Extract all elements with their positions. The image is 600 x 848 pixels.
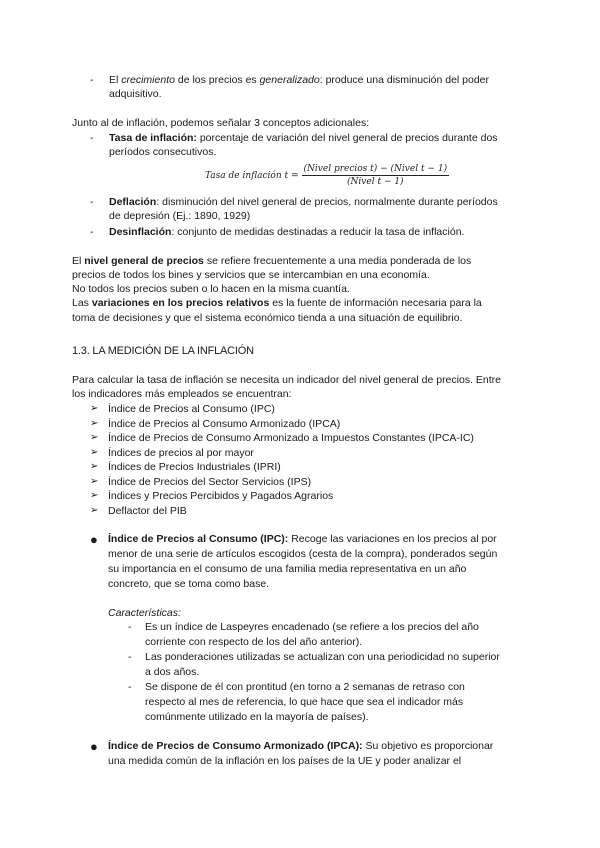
nivel-line-2: precios de todos los bines y servicios que se intercambian en una economía. bbox=[72, 269, 430, 281]
arrow-bullet-icon: ➢ bbox=[90, 447, 99, 458]
tasa-inflacion-line-1: Tasa de inflación: porcentaje de variación del nivel general de precios durante dos bbox=[109, 132, 498, 144]
characteristic-1-line-2: corriente con respecto de los del año anterior). bbox=[145, 636, 363, 648]
nivel-line-5: toma de decisiones y que el sistema económico tienda a una situación de equilibrio. bbox=[72, 312, 463, 324]
dash-marker: - bbox=[90, 196, 94, 208]
indicator-item: Índices y Precios Percibidos y Pagados Agrarios bbox=[108, 490, 334, 502]
characteristic-3-line-3: comúnmente utilizado en la mayoría de países). bbox=[145, 711, 369, 723]
top-item-line-2: adquisitivo. bbox=[109, 88, 162, 100]
concepts-intro: Junto al de inflación, podemos señalar 3 conceptos adicionales: bbox=[72, 117, 370, 129]
inflation-formula bbox=[205, 164, 449, 187]
ipc-line-1: Índice de Precios al Consumo (IPC): Recoge las variaciones en los precios al por bbox=[108, 533, 497, 545]
arrow-bullet-icon: ➢ bbox=[90, 461, 99, 472]
ipca-line-2: una medida común de la inflación en los países de la UE y poder analizar el bbox=[108, 755, 462, 767]
indicator-item: Deflactor del PIB bbox=[108, 505, 187, 517]
deflacion-line-1: Deflación: disminución del nivel general de precios, normalmente durante períodos bbox=[109, 196, 498, 208]
ipca-line-1: Índice de Precios de Consumo Armonizado (IPCA): Su objetivo es proporcionar bbox=[108, 740, 494, 752]
formula-numerator: (Nivel precios t) − (Nivel t − 1) bbox=[303, 164, 448, 174]
round-bullet-icon: ● bbox=[90, 739, 98, 754]
desinflacion-line: Desinflación: conjunto de medidas destinadas a reducir la tasa de inflación. bbox=[109, 226, 465, 238]
characteristic-1-line-1: Es un índice de Laspeyres encadenado (se refiere a los precios del año bbox=[145, 621, 479, 633]
indicator-item: Índices de precios al por mayor bbox=[108, 447, 254, 459]
deflacion-line-2: de depresión (Ej.: 1890, 1929) bbox=[109, 210, 251, 222]
dash-marker: - bbox=[128, 681, 132, 693]
characteristics-heading: Características: bbox=[108, 607, 181, 619]
ipc-line-4: concreto, que se toma como base. bbox=[108, 578, 270, 590]
nivel-line-3: No todos los precios suben o lo hacen en la misma cuantía. bbox=[72, 283, 350, 295]
indicator-item: Índices de Precios Industriales (IPRI) bbox=[108, 461, 281, 473]
indicator-item: Índice de Precios de Consumo Armonizado a Impuestos Constantes (IPCA-IC) bbox=[108, 432, 474, 444]
tasa-inflacion-line-2: períodos consecutivos. bbox=[109, 146, 217, 158]
nivel-line-4: Las variaciones en los precios relativos es la fuente de información necesaria para la bbox=[72, 297, 482, 309]
section-heading: 1.3. LA MEDICIÓN DE LA INFLACIÓN bbox=[72, 345, 254, 357]
characteristic-2-line-2: a dos años. bbox=[145, 666, 200, 678]
top-item-line-1: El crecimiento de los precios es generalizado: produce una disminución del poder bbox=[109, 74, 490, 86]
indicators-intro-1: Para calcular la tasa de inflación se necesita un indicador del nivel general de precios. Entre bbox=[72, 374, 502, 386]
formula-lhs: Tasa de inflación t = bbox=[205, 170, 299, 181]
indicators-intro-2: los indicadores más empleados se encuentran: bbox=[72, 388, 292, 400]
nivel-line-1: El nivel general de precios se refiere frecuentemente a una media ponderada de los bbox=[72, 255, 472, 267]
arrow-bullet-icon: ➢ bbox=[90, 432, 99, 443]
characteristic-2-line-1: Las ponderaciones utilizadas se actualizan con una periodicidad no superior bbox=[145, 651, 500, 663]
ipc-line-3: su importancia en el consumo de una familia media representativa en un año bbox=[108, 563, 467, 575]
arrow-bullet-icon: ➢ bbox=[90, 490, 99, 501]
formula-fraction bbox=[302, 164, 450, 187]
arrow-bullet-icon: ➢ bbox=[90, 476, 99, 487]
arrow-bullet-icon: ➢ bbox=[90, 505, 99, 516]
indicator-item: Índice de Precios al Consumo (IPC) bbox=[108, 403, 275, 415]
characteristic-3-line-1: Se dispone de él con prontitud (en torno a 2 semanas de retraso con bbox=[145, 681, 465, 693]
round-bullet-icon: ● bbox=[90, 532, 98, 547]
dash-marker: - bbox=[128, 621, 132, 633]
dash-marker: - bbox=[90, 74, 94, 86]
characteristic-3-line-2: respecto al mes de referencia, lo que hace que sea el indicador más bbox=[145, 696, 464, 708]
indicator-item: Índice de Precios del Sector Servicios (IPS) bbox=[108, 476, 312, 488]
arrow-bullet-icon: ➢ bbox=[90, 403, 99, 414]
formula-denominator: (Nivel t − 1) bbox=[347, 177, 404, 187]
indicator-item: Índice de Precios al Consumo Armonizado (IPCA) bbox=[108, 418, 341, 430]
dash-marker: - bbox=[90, 226, 94, 238]
dash-marker: - bbox=[128, 651, 132, 663]
ipc-line-2: menor de una serie de artículos escogidos (cesta de la compra), ponderados según bbox=[108, 548, 498, 560]
dash-marker: - bbox=[90, 132, 94, 144]
arrow-bullet-icon: ➢ bbox=[90, 418, 99, 429]
